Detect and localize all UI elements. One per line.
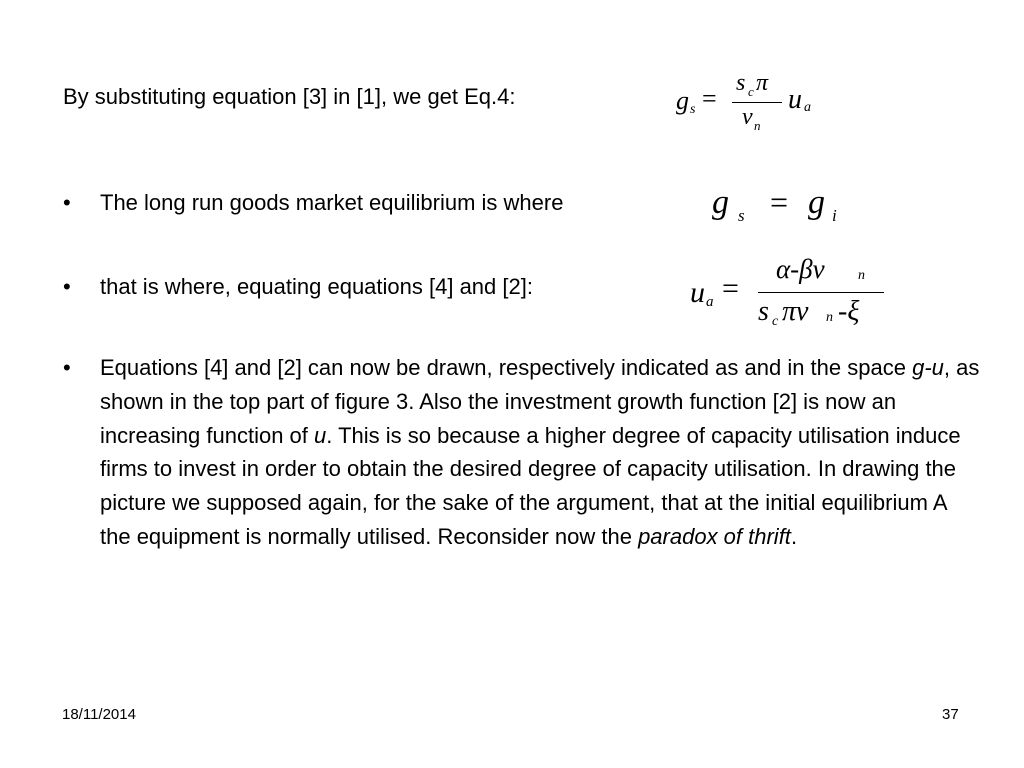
bullet-symbol: • xyxy=(63,355,71,380)
ua-den: s xyxy=(758,296,769,327)
ua-lhs: u xyxy=(690,276,705,309)
ua-lhs-sub: a xyxy=(706,294,714,310)
eq4-num: s xyxy=(736,70,746,96)
footer-date: 18/11/2014 xyxy=(62,706,136,723)
eq-sub1: s xyxy=(738,206,745,225)
page-number: 37 xyxy=(942,706,959,723)
bullet-text: that is where, equating equations [4] and [2]: xyxy=(100,274,533,299)
paragraph-em-paradox: paradox of thrift xyxy=(638,523,791,549)
ua-equals: = xyxy=(722,272,739,305)
eq4-lhs-sub: s xyxy=(690,102,696,117)
ua-num-sub: n xyxy=(858,268,865,283)
eq-g2: g xyxy=(808,184,825,221)
ua-den-sub2: n xyxy=(826,310,833,325)
eq-sub2: i xyxy=(832,206,837,225)
eq4-num-sub: c xyxy=(748,84,754,99)
equation-equilibrium xyxy=(712,182,862,232)
paragraph-part4: . xyxy=(790,523,798,549)
eq4-fraction-bar xyxy=(732,102,782,103)
bullet-equating xyxy=(63,270,683,303)
bullet-symbol: • xyxy=(63,190,71,215)
bullet-text: The long run goods market equilibrium is where xyxy=(100,190,564,215)
ua-den-end: -ξ xyxy=(838,296,860,327)
intro-text: By substituting equation [3] in [1], we get Eq.4: xyxy=(63,84,516,109)
paragraph-part2: , as shown in the top part of figure 3. Also the investment growth function [2] is now an increasing function of xyxy=(100,355,980,448)
paragraph-em-gu: g-u xyxy=(912,355,944,380)
ua-fraction-bar xyxy=(758,292,884,293)
eq4-den-sub: n xyxy=(754,118,761,133)
eq-g1: g xyxy=(712,184,729,221)
bullet-paragraph xyxy=(100,351,980,554)
eq4-lhs: g xyxy=(676,86,689,115)
paragraph-em-u: u xyxy=(314,422,327,448)
equation-eq4 xyxy=(676,70,826,148)
bullet-symbol: • xyxy=(63,274,71,299)
eq4-num-pi: π xyxy=(756,70,769,96)
eq4-den: v xyxy=(742,104,753,130)
paragraph-part1: Equations [4] and [2] can now be drawn, respectively indicated as and in the space xyxy=(100,355,913,380)
paragraph-part3: . This is so because a higher degree of capacity utilisation induce firms to invest in order to obtain the desired degree of capacity utilisation. In drawing the picture we supposed again, for the sake of the argument, that at the initial equilibrium A the equipment is normally utilised. Reconsider now the xyxy=(100,422,961,549)
equation-ua xyxy=(690,256,900,336)
ua-den-sub: c xyxy=(772,314,779,329)
eq4-equals: = xyxy=(702,84,717,113)
eq4-rhs: u xyxy=(788,84,802,115)
ua-num: α-βv xyxy=(776,254,825,284)
ua-den-mid: πv xyxy=(782,296,809,327)
eq-equals: = xyxy=(770,184,789,220)
eq4-rhs-sub: a xyxy=(804,100,811,115)
bullet-equilibrium xyxy=(63,186,723,219)
